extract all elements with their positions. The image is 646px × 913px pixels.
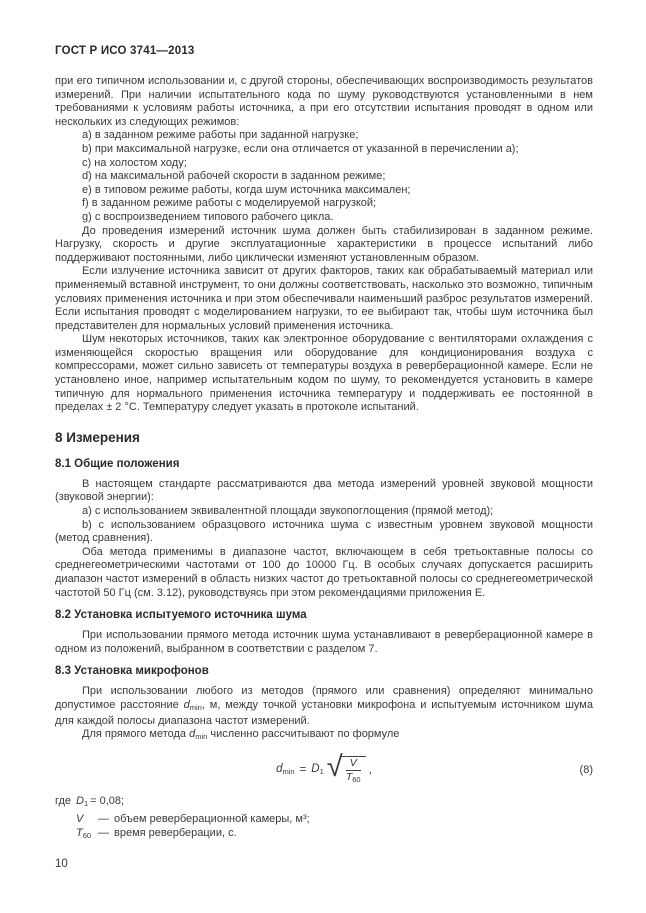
- subsection-heading-8-2: 8.2 Установка испытуемого источника шума: [55, 609, 307, 622]
- document-title: ГОСТ Р ИСО 3741—2013: [55, 45, 195, 57]
- list-item: c) на холостом ходу;: [82, 156, 187, 169]
- paragraph-text: Для прямого метода: [82, 728, 190, 741]
- paragraph-text: , м, между точкой установки микрофона и испытуемым источником шума для каждой полосы диапазона частот измерений.: [55, 698, 593, 727]
- subsection-heading-8-1: 8.1 Общие положения: [55, 457, 180, 470]
- formula-coefficient: [311, 763, 323, 776]
- paragraph: В настоящем стандарте рассматриваются два метода измерений уровней звуковой мощности (звуковой энергии):: [55, 477, 593, 504]
- variable-dmin: d: [183, 698, 190, 711]
- list-item: e) в типовом режиме работы, когда шум источника максимален;: [82, 183, 411, 196]
- fraction-numerator: V: [346, 758, 361, 771]
- list-item: b) при максимальной нагрузке, если она отличается от указанной в перечислении a);: [82, 142, 519, 155]
- where-definitions: [55, 794, 593, 844]
- dash: —: [98, 812, 109, 825]
- subscript-60: 60: [82, 831, 92, 841]
- paragraph: Оба метода применимы в диапазоне частот, включающем в себя третьоктавные полосы со среднегеометрическими частотами от 100 до 10000 Гц. В особых случаях допускается расширить диапазон частот измерений в область низких частот до третьоктавной полосы со среднегеометрической частотой 50 Гц (см. 3.12), руководствуясь при этом рекомендациями приложения Е.: [55, 545, 593, 599]
- definition-V: [55, 812, 593, 827]
- equation-formula: [276, 750, 372, 785]
- variable-d: d: [276, 763, 283, 776]
- subscript-1: 1: [83, 798, 89, 808]
- list-item: f) в заданном режиме работы с моделируемой нагрузкой;: [82, 197, 377, 210]
- operating-modes-list: [55, 129, 593, 224]
- list-item: d) на максимальной рабочей скорости в заданном режиме;: [82, 170, 386, 183]
- paragraph: До проведения измерений источник шума должен быть стабилизирован в заданном режиме. Нагрузку, скорость и другие эксплуатационные характеристики в процессе испытаний либо поддерживают постоянными, либо циклически изменяют установленным образом.: [55, 224, 593, 264]
- variable-V: V: [76, 812, 84, 825]
- subscript: min: [189, 702, 202, 712]
- fraction: [341, 756, 366, 785]
- definition-value: = 0,08;: [90, 794, 125, 807]
- formula-comma: ,: [368, 763, 372, 776]
- paragraph: [55, 728, 593, 744]
- list-item: a) с использованием эквивалентной площади звукопоглощения (прямой метод);: [82, 505, 494, 518]
- paragraph-text: численно рассчитывают по формуле: [207, 728, 400, 741]
- methods-list: [55, 505, 593, 546]
- paragraph: При использовании прямого метода источник шума устанавливают в реверберационной камере в одном из положений, выбранном в соответствии с разделом 7.: [55, 629, 593, 655]
- variable-T: T: [345, 770, 353, 783]
- paragraph-text: При использовании любого из методов (прямого или сравнения) определяют минимально допустимое расстояние: [55, 685, 593, 711]
- formula-lhs: [276, 763, 295, 776]
- paragraph: [55, 685, 593, 728]
- subscript: min: [195, 732, 208, 742]
- paragraph: Если излучение источника зависит от других факторов, таких как обрабатываемый материал или применяемый вставной инструмент, то они должны соответствовать, насколько это возможно, типичным условиях применения источника и при этом обеспечивали наименьший разброс результатов измерений. Если испытания проводят с моделированием нагрузки, то ее выбирают так, чтобы шум источника был представителен для нормальных условий применения источника.: [55, 265, 593, 332]
- radical-sign: √: [326, 750, 343, 783]
- subscript-min: min: [282, 767, 295, 777]
- subsection-heading-8-3: 8.3 Установка микрофонов: [55, 665, 209, 678]
- equation-8-row: [55, 750, 593, 785]
- list-item: g) с воспроизведением типового рабочего цикла.: [82, 210, 334, 223]
- subscript-1: 1: [319, 767, 324, 777]
- paragraph: Шум некоторых источников, таких как электронное оборудование с вентиляторами охлаждения с изменяющейся скоростью вращения или оборудование для кондиционирования воздуха с компрессорами, может сильно зависеть от температуры воздуха в реверберационной камере. Если не установлено иное, например испытательным кодом по шуму, то рекомендуется установить в камере типичную для нормального применения источника температуру и поддерживать ее постоянной в пределах ± 2 °C. Температуру следует указать в протоколе испытаний.: [55, 333, 593, 414]
- definition-text: объем реверберационной камеры, м³;: [114, 812, 310, 825]
- equals-sign: =: [299, 763, 307, 776]
- list-item: a) в заданном режиме работы при заданной нагрузке;: [82, 129, 359, 142]
- definition-text: время реверберации, с.: [114, 827, 237, 840]
- where-label: где: [55, 794, 72, 807]
- dash: —: [98, 827, 109, 840]
- paragraph: при его типичном использовании и, с другой стороны, обеспечивающих воспроизводимость результатов измерений. При наличии испытательного кода по шуму руководствуются установленными в нем требованиями к условиям работы источника, а при его отсутствии испытания проводят в одном или нескольких из следующих режимов:: [55, 75, 593, 128]
- section-heading-8: 8 Измерения: [55, 429, 140, 445]
- variable-T60: $T_{60}$: [76, 827, 92, 841]
- equation-number: (8): [579, 763, 593, 776]
- definition-T60: [55, 826, 593, 844]
- fraction-denominator: [346, 771, 361, 785]
- subscript-60: 60: [352, 774, 361, 784]
- list-item: b) с использованием образцового источника шума с известным уровнем звуковой мощности (метод сравнения).: [55, 518, 593, 545]
- variable-D1: $D_1$: [76, 794, 89, 808]
- page-number: 10: [55, 858, 68, 871]
- definition-D1: [55, 794, 593, 812]
- variable-D1: D: [311, 763, 320, 776]
- variable-dmin: d: [189, 728, 196, 741]
- square-root: [326, 750, 366, 785]
